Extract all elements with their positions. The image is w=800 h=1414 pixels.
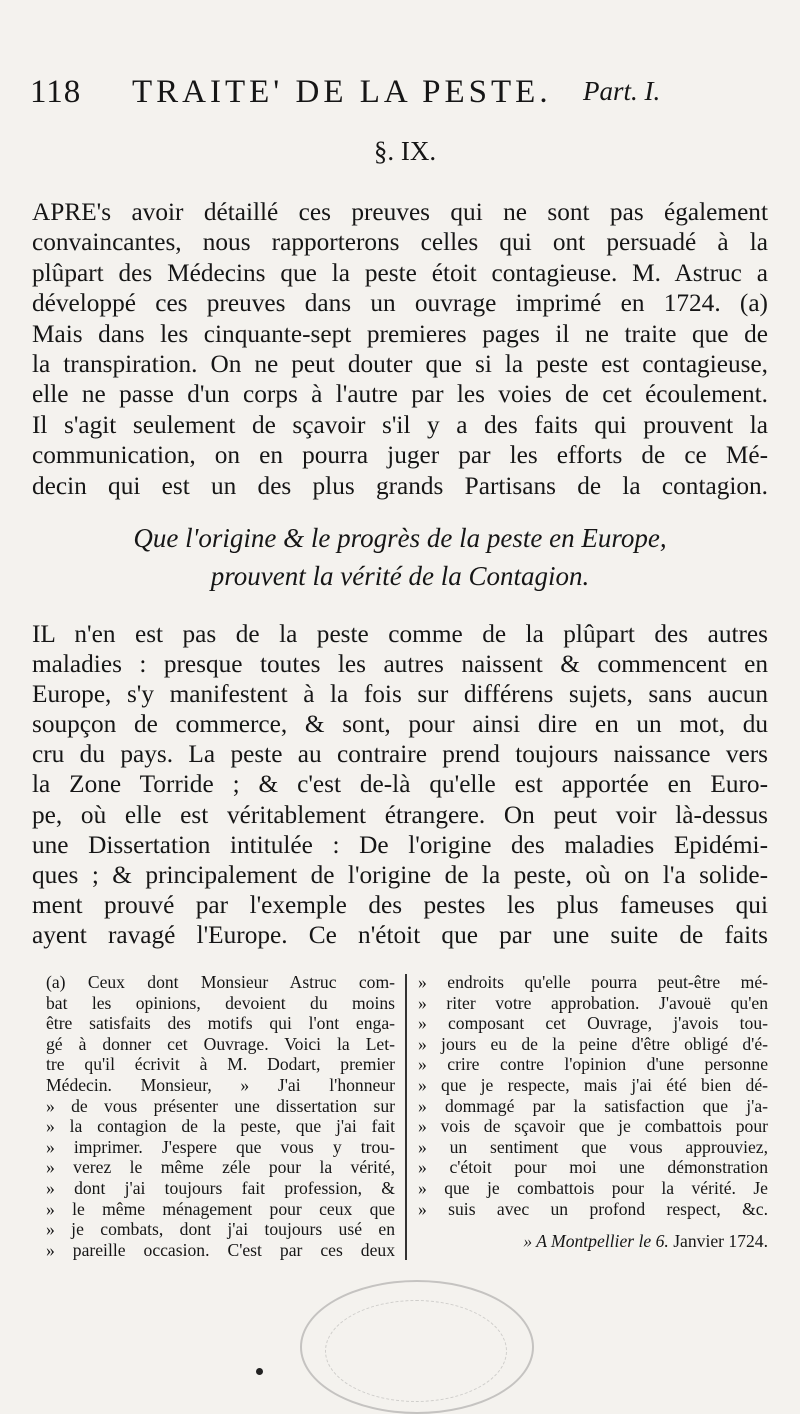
- signature-place: » A Montpellier le 6.: [523, 1231, 669, 1252]
- text-line: convaincantes, nous rapporterons celles qui ont persuadé à la: [32, 228, 768, 257]
- text-line: ayent ravagé l'Europe. Ce n'étoit que par une suite de faits: [32, 920, 768, 949]
- footnote-line: » composant cet Ouvrage, j'avois tou-: [418, 1013, 768, 1034]
- footnote-line: » imprimer. J'espere que vous y trou-: [46, 1136, 395, 1157]
- footnote-line: » un sentiment que vous approuviez,: [418, 1136, 768, 1157]
- text-line: maladies : presque toutes les autres naissent & commencent en: [32, 650, 768, 679]
- text-line: ment prouvé par l'exemple des pestes les plus fameuses qui: [32, 890, 768, 919]
- footnote-line: gé à donner cet Ouvrage. Voici la Let-: [46, 1033, 395, 1054]
- text-line: communication, on en pourra juger par les efforts de ce Mé-: [32, 441, 768, 470]
- subheading-text: Que l'origine & le progrès de la peste en Europe,: [133, 523, 667, 553]
- footnote-line: bat les opinions, devoient du moins: [46, 992, 395, 1013]
- footnote-right-column: [418, 972, 768, 1252]
- footnote-line: » vois de sçavoir que je combattois pour: [418, 1116, 768, 1137]
- text-line: une Dissertation intitulée : De l'origine des maladies Epidémi-: [32, 830, 768, 859]
- text-line: decin qui est un des plus grands Partisans de la contagion.: [32, 471, 768, 500]
- text-line: soupçon de commerce, & sont, pour ainsi dire en un mot, du: [32, 710, 768, 739]
- text-line: APRE's avoir détaillé ces preuves qui ne sont pas également: [32, 198, 768, 226]
- footnote-left-column: [46, 972, 395, 1260]
- footnote-column-divider: [405, 974, 407, 1260]
- text-line: pe, où elle est véritablement étrangere. On peut voir là-dessus: [32, 800, 768, 829]
- text-line: Il s'agit seulement de sçavoir s'il y a des faits qui prouvent la: [32, 410, 768, 439]
- signature-date: Janvier 1724.: [673, 1231, 768, 1252]
- footnote-line: » je combats, dont j'ai toujours usé en: [46, 1219, 395, 1240]
- text-line: IL n'en est pas de la peste comme de la plûpart des autres: [32, 620, 768, 648]
- subheading-text: prouvent la vérité de la Contagion.: [210, 561, 590, 591]
- footnote-line: » endroits qu'elle pourra peut-être mé-: [418, 972, 768, 992]
- footnote-signature: [418, 1231, 768, 1252]
- ink-mark: [256, 1368, 263, 1375]
- library-stamp-ring: [325, 1300, 507, 1402]
- text-line: la transpiration. On ne peut douter que si la peste est contagieuse,: [32, 349, 768, 378]
- footnote-line: » jours eu de la peine d'être obligé d'é-: [418, 1033, 768, 1054]
- text-line: la Zone Torride ; & c'est de-là qu'elle est apportée en Euro-: [32, 770, 768, 799]
- footnote-line: » que je respecte, mais j'ai été bien dé-: [418, 1074, 768, 1095]
- footnote-line: » que je combattois pour la vérité. Je: [418, 1177, 768, 1198]
- text-line: plûpart des Médecins que la peste étoit contagieuse. M. Astruc a: [32, 258, 768, 287]
- footnote-line: » c'étoit pour moi une démonstration: [418, 1157, 768, 1178]
- text-line: cru du pays. La peste au contraire prend toujours naissance vers: [32, 740, 768, 769]
- footnote-line: (a) Ceux dont Monsieur Astruc com-: [46, 972, 395, 992]
- page-header: [30, 74, 770, 114]
- footnote-line: » crire contre l'opinion d'une personne: [418, 1054, 768, 1075]
- footnote-line: être satisfaits des motifs qui l'ont enga-: [46, 1013, 395, 1034]
- text-line: elle ne passe d'un corps à l'autre par les voies de cet écoulement.: [32, 380, 768, 409]
- subheading-line-1: [32, 523, 768, 553]
- page-number: 118: [30, 74, 82, 110]
- footnote-line: » dont j'ai toujours fait profession, &: [46, 1177, 395, 1198]
- footnote-line: » verez le même zéle pour la vérité,: [46, 1157, 395, 1178]
- footnote-line: Médecin. Monsieur, » J'ai l'honneur: [46, 1074, 395, 1095]
- text-line: ques ; & principalement de l'origine de la peste, où on l'a solide-: [32, 860, 768, 889]
- running-title: TRAITE' DE LA PESTE.: [132, 74, 552, 110]
- text-line: Mais dans les cinquante-sept premieres pages il ne traite que de: [32, 319, 768, 348]
- footnote-line: » dommagé par la satisfaction que j'a-: [418, 1095, 768, 1116]
- paragraph-2: [32, 619, 768, 950]
- footnote-line: tre qu'il écrivit à M. Dodart, premier: [46, 1054, 395, 1075]
- section-heading: §. IX.: [373, 136, 437, 166]
- footnote-line: » riter votre approbation. J'avouë qu'en: [418, 992, 768, 1013]
- footnote-line: » pareille occasion. C'est par ces deux: [46, 1239, 395, 1260]
- part-label: Part. I.: [583, 76, 661, 106]
- text-line: Europe, s'y manifestent à la fois sur différens sujets, sans aucun: [32, 680, 768, 709]
- text-line: développé ces preuves dans un ouvrage imprimé en 1724. (a): [32, 289, 768, 318]
- footnote-line: » le même ménagement pour ceux que: [46, 1198, 395, 1219]
- footnote-line: » la contagion de la peste, que j'ai fait: [46, 1116, 395, 1137]
- footnote-line: » suis avec un profond respect, &c.: [418, 1198, 768, 1219]
- subheading-line-2: [32, 561, 768, 591]
- paragraph-1: [32, 197, 768, 501]
- footnote-line: » de vous présenter une dissertation sur: [46, 1095, 395, 1116]
